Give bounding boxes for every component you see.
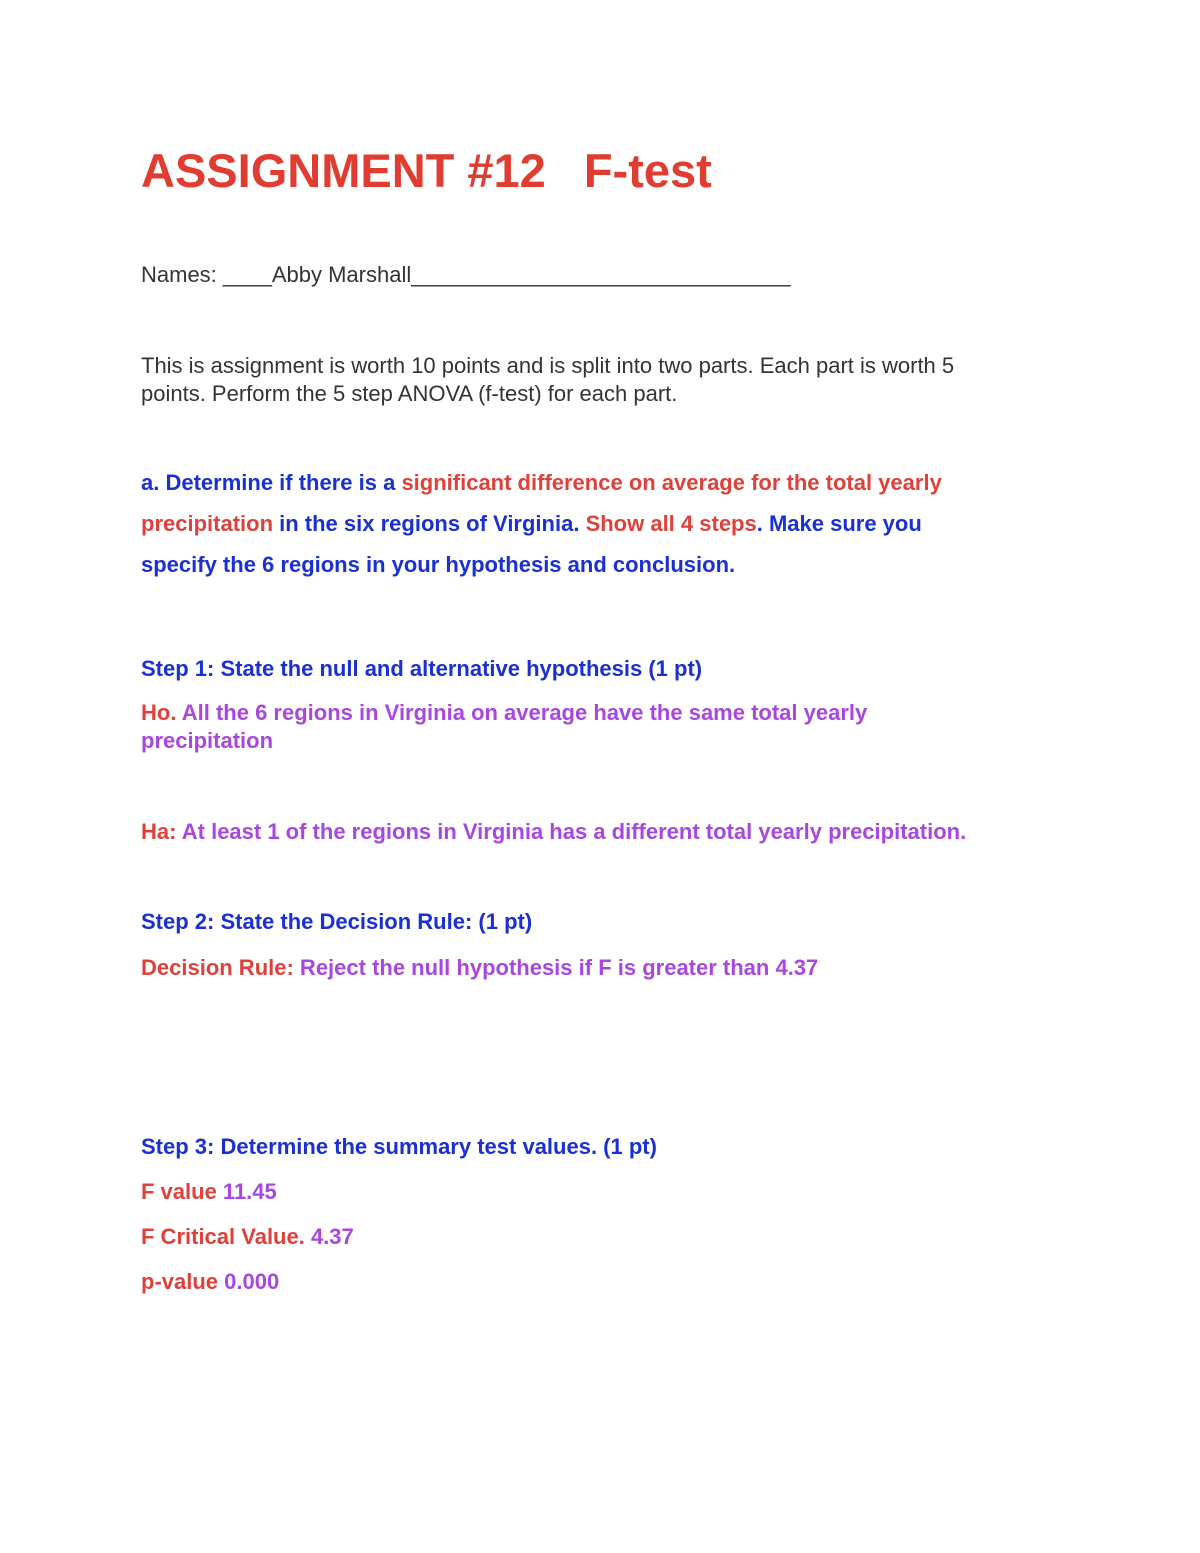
qa-text-1: a. Determine if there is a [141,470,402,495]
names-line: Names: ____Abby Marshall_______________________________ [141,262,791,287]
question-a-line-1 [141,470,942,496]
ha-text: At least 1 of the regions in Virginia has a different total yearly precipitation. [176,819,967,844]
f-critical-line [141,1224,354,1250]
f-critical-value: 4.37 [304,1224,354,1249]
qa-text-5: Show all 4 steps [585,511,757,536]
null-hypothesis-line-1 [141,700,867,726]
ha-label: Ha: [141,819,177,844]
p-value-label: p-value [141,1269,219,1294]
qa-text-3: precipitation [141,511,274,536]
qa-text-6: . Make sure you [756,511,922,536]
alt-hypothesis [141,819,966,845]
intro-line-2: points. Perform the 5 step ANOVA (f-test) for each part. [141,381,678,406]
p-value: 0.000 [218,1269,280,1294]
intro-paragraph [141,352,954,408]
f-value: 11.45 [222,1179,277,1204]
ho-text: All the 6 regions in Virginia on average have the same total yearly [176,700,868,725]
decision-rule [141,955,818,981]
f-value-label: F value [141,1179,223,1204]
qa-text-2: significant difference on average for the total yearly [401,470,942,495]
title-assignment: ASSIGNMENT #12 [141,144,546,197]
f-value-line [141,1179,277,1205]
question-a-line-3: specify the 6 regions in your hypothesis and conclusion. [141,552,736,577]
page-title [141,143,712,198]
step3-heading: Step 3: Determine the summary test values. (1 pt) [141,1134,657,1159]
step1-heading: Step 1: State the null and alternative hypothesis (1 pt) [141,656,703,681]
qa-text-4: in the six regions of Virginia. [273,511,586,536]
question-a-line-2 [141,511,922,537]
null-hypothesis-line-2: precipitation [141,728,274,753]
ho-label: Ho. [141,700,177,725]
decision-rule-label: Decision Rule: [141,955,294,980]
decision-rule-text: Reject the null hypothesis if F is greater than 4.37 [293,955,819,980]
intro-line-1: This is assignment is worth 10 points and is split into two parts. Each part is worth 5 [141,353,955,378]
f-critical-label: F Critical Value. [141,1224,305,1249]
p-value-line [141,1269,279,1295]
title-topic: F-test [583,144,712,197]
step2-heading: Step 2: State the Decision Rule: (1 pt) [141,909,533,934]
